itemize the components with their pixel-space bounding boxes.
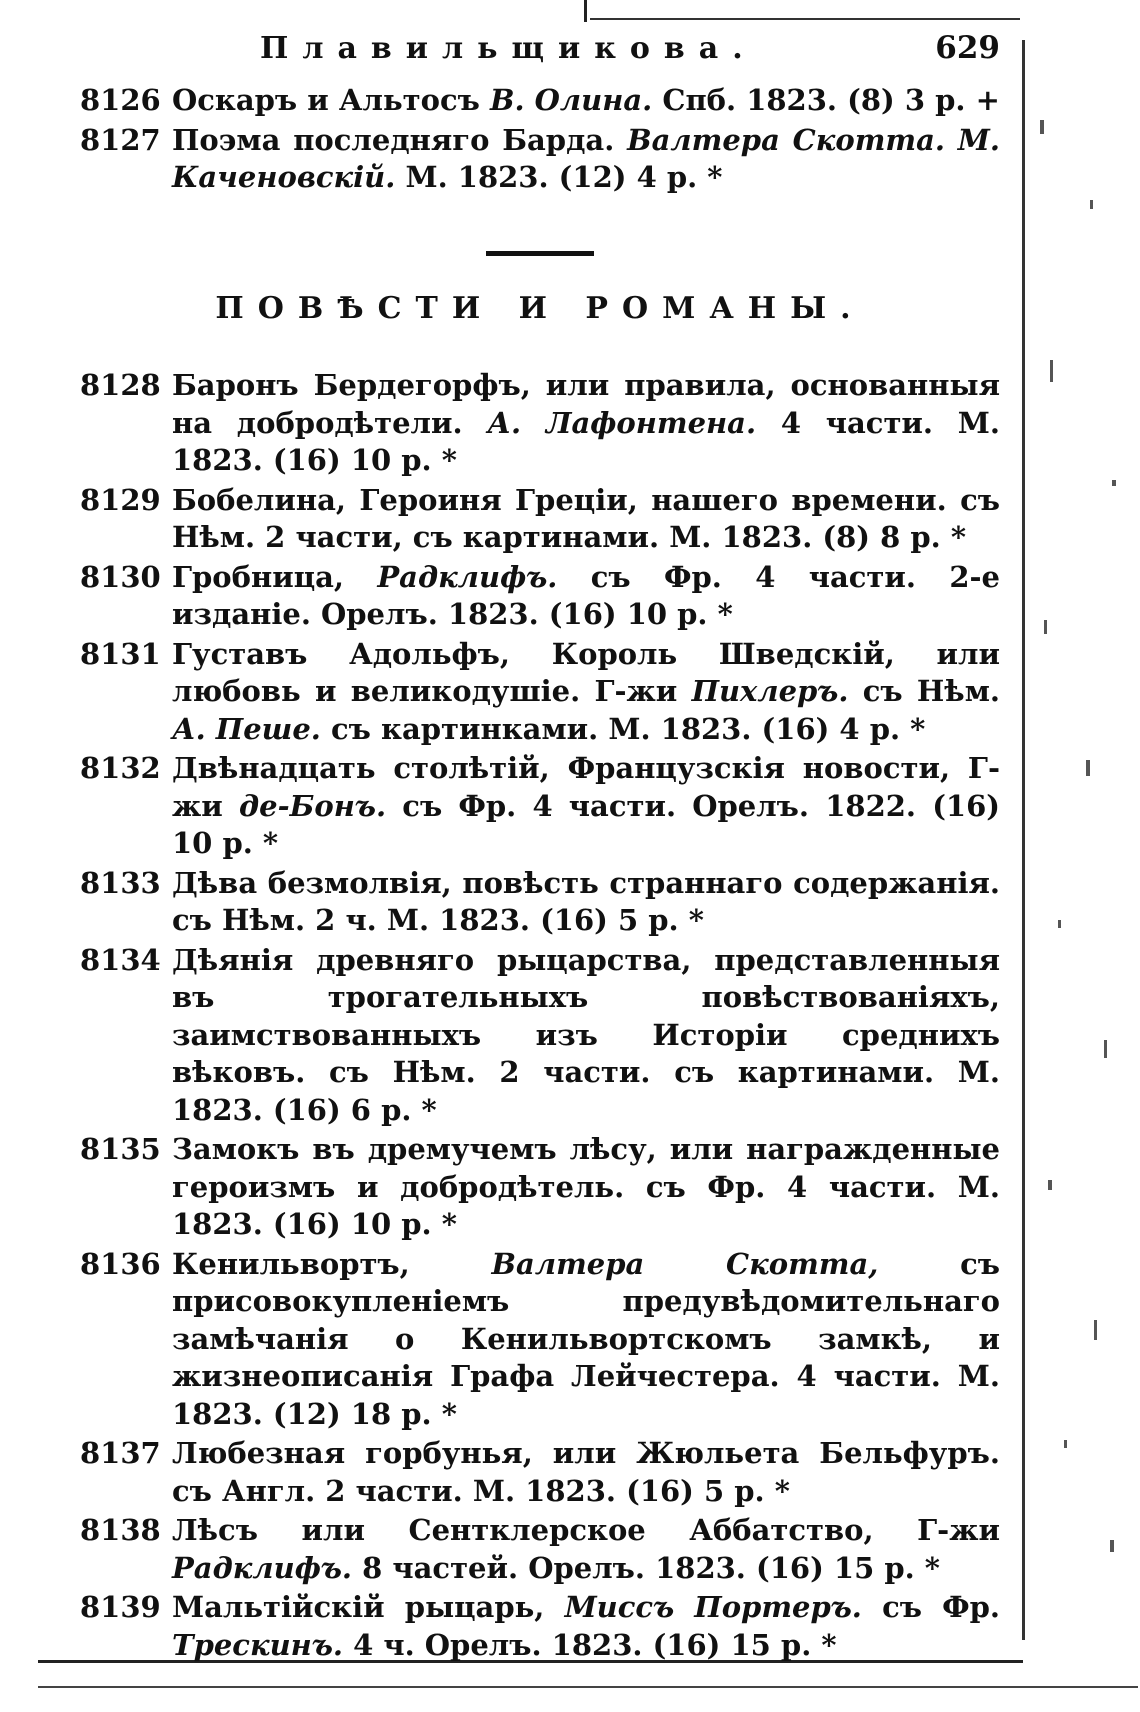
entry-number: 8127	[80, 122, 161, 157]
catalog-page	[80, 30, 1000, 1666]
catalog-entry	[80, 750, 1000, 863]
entry-text-part: 4 части. М. 1823. (16) 10 р. *	[172, 405, 1000, 477]
entry-text-part: съ Фр. 4 части. 2-е изданіе. Орелъ. 1823. (16) 10 р. *	[172, 559, 1000, 631]
entry-text-part: 8 частей. Орелъ. 1823. (16) 15 р. *	[352, 1550, 940, 1585]
entry-number: 8132	[80, 751, 161, 785]
entry-text-part: съ Фр. 4 части. Орелъ. 1822. (16) 10 р. *	[172, 788, 1000, 860]
entry-text-part: Оскаръ и Альтосъ	[172, 83, 490, 117]
entry-author: А. Лафонтена.	[487, 405, 757, 440]
entry-text-part: Баронъ Бердегорфъ, или правила, основанныя на добродѣтели.	[172, 368, 1000, 440]
scan-frame-line	[584, 0, 587, 22]
entry-text-part: Двѣнадцать столѣтій, Французскія новости, Г-жи	[172, 751, 1000, 823]
entry-text	[172, 1246, 1000, 1434]
entry-number: 8129	[80, 482, 161, 517]
section-title: ПОВѢСТИ И РОМАНЫ.	[215, 290, 865, 326]
entry-text	[172, 1512, 1000, 1587]
catalog-entry	[80, 559, 1000, 634]
catalog-entry	[80, 82, 1000, 120]
entry-text-part: Мальтійскій рыцарь,	[172, 1590, 565, 1624]
entry-text	[172, 82, 1000, 120]
entry-text	[172, 865, 1000, 940]
entry-text	[172, 1589, 1000, 1664]
entry-text-part: съ Нѣм.	[848, 674, 1000, 708]
entry-number: 8131	[80, 636, 161, 671]
entry-text-part: Кенильвортъ,	[172, 1246, 492, 1281]
scan-frame-line	[590, 18, 1020, 20]
catalog-entry	[80, 122, 1000, 197]
page-header	[80, 30, 1000, 82]
catalog-entry	[80, 1512, 1000, 1587]
section-divider	[486, 251, 594, 256]
catalog-entry	[80, 1589, 1000, 1664]
entry-number: 8139	[80, 1590, 161, 1624]
entry-author: Валтера Скотта. М. Каченовскій.	[172, 122, 1001, 194]
entry-number: 8128	[80, 368, 161, 402]
page-number: 629	[935, 30, 1000, 66]
entry-text-part: Лѣсъ или Сентклерское Аббатство, Г-жи	[172, 1513, 1000, 1547]
entry-text-part: Спб. 1823. (8) 3 р. +	[652, 83, 1000, 117]
entry-text-part: 4 ч. Орелъ. 1823. (16) 15 р. *	[343, 1627, 837, 1662]
entry-author: В. Олина.	[489, 83, 653, 117]
entry-text-part: Дѣянія древняго рыцарства, представленныя въ трогательныхъ повѣствованіяхъ, заимствованныхъ изъ Исторіи среднихъ вѣковъ. съ Нѣм. 2 части. съ картинами. М. 1823. (16) 6 р. *	[172, 942, 1000, 1127]
entry-text	[172, 1131, 1000, 1244]
entry-text-part: съ Фр.	[861, 1590, 1001, 1624]
page-edge-bottom-shadow	[38, 1686, 1138, 1688]
entry-text	[172, 1435, 1000, 1510]
entry-text-part: Густавъ Адольфъ, Король Шведскій, или любовь и великодушіе. Г-жи	[172, 636, 1000, 708]
entry-author: Валтера Скотта,	[491, 1246, 879, 1281]
catalog-entry	[80, 1131, 1000, 1244]
entry-number: 8133	[80, 865, 161, 900]
entry-number: 8138	[80, 1513, 161, 1547]
entry-text	[172, 122, 1000, 197]
entry-text	[172, 367, 1000, 480]
catalog-entry	[80, 865, 1000, 940]
catalog-entry	[80, 1435, 1000, 1510]
entry-number: 8130	[80, 559, 161, 594]
entry-number: 8136	[80, 1246, 161, 1281]
catalog-entry	[80, 482, 1000, 557]
entry-number: 8134	[80, 942, 161, 977]
entry-text-part: М. 1823. (12) 4 р. *	[395, 160, 723, 194]
entry-author: Пихлеръ.	[691, 674, 849, 708]
entry-number: 8126	[80, 83, 161, 117]
entry-author: Радклифъ.	[172, 1550, 353, 1585]
scan-speckles	[1030, 60, 1130, 1660]
entry-list	[80, 367, 1000, 1664]
entry-text-part: Дѣва безмолвія, повѣсть страннаго содержанія. съ Нѣм. 2 ч. М. 1823. (16) 5 р. *	[172, 865, 1000, 937]
entry-author: А. Пеше.	[172, 711, 321, 746]
entry-list-top	[80, 82, 1000, 197]
catalog-entry	[80, 367, 1000, 480]
entry-text-part: Замокъ въ дремучемъ лѣсу, или награжденные героизмъ и добродѣтель. съ Фр. 4 части. М. 1823. (16) 10 р. *	[172, 1132, 1000, 1241]
entry-text	[172, 559, 1000, 634]
catalog-entry	[80, 636, 1000, 749]
entry-author: де-Бонъ.	[238, 788, 387, 823]
page-edge-right	[1022, 40, 1025, 1640]
entry-number: 8135	[80, 1132, 161, 1166]
catalog-entry	[80, 1246, 1000, 1434]
entry-text-part: съ присовокупленіемъ предувѣдомительнаго замѣчанія о Кенильвортскомъ замкѣ, и жизнеописанія Графа Лейчестера. 4 части. М. 1823. (12) 18 р. *	[172, 1246, 1001, 1431]
entry-number: 8137	[80, 1436, 161, 1470]
entry-text-part: Гробница,	[172, 559, 378, 594]
entry-author: Трескинъ.	[172, 1627, 343, 1662]
entry-text-part: Любезная горбунья, или Жюльета Бельфуръ. съ Англ. 2 части. М. 1823. (16) 5 р. *	[172, 1436, 1000, 1508]
entry-text	[172, 750, 1000, 863]
running-head: Плавильщикова.	[260, 31, 757, 66]
entry-text-part: съ картинками. М. 1823. (16) 4 р. *	[320, 711, 926, 746]
entry-text	[172, 942, 1000, 1130]
entry-text-part: Поэма последняго Барда.	[172, 122, 628, 157]
entry-text	[172, 636, 1000, 749]
entry-text-part: Бобелина, Героиня Греціи, нашего времени. съ Нѣм. 2 части, съ картинами. М. 1823. (8) 8 р. *	[172, 482, 1000, 554]
entry-author: Миссъ Портеръ.	[564, 1590, 862, 1624]
entry-text	[172, 482, 1000, 557]
catalog-entry	[80, 942, 1000, 1130]
entry-author: Радклифъ.	[377, 559, 558, 594]
